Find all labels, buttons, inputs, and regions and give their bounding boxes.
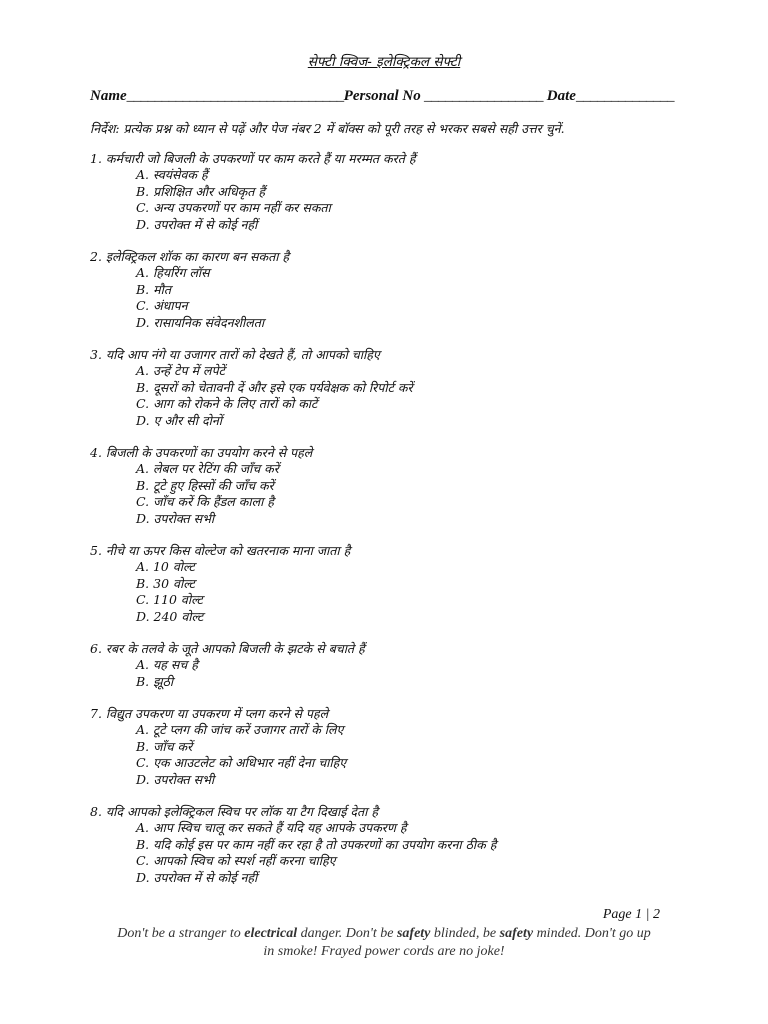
question-text: 6. रबर के तलवे के जूते आपको बिजली के झटके से बचाते हैं: [90, 641, 365, 656]
option-c: C. जाँच करें कि हैंडल काला है: [136, 494, 274, 509]
question-6: [90, 640, 690, 690]
option-b: B. जाँच करें: [136, 738, 193, 754]
footer-text: minded. Don't go up: [533, 926, 651, 941]
name-blank: _______________________________: [126, 88, 344, 104]
question-5: [90, 542, 690, 625]
option-a: A. 10 वोल्ट: [136, 559, 195, 574]
option-b: B. टूटे हुए हिस्सों की जाँच करें: [136, 477, 274, 493]
question-text: 3. यदि आप नंगे या उजागर तारों को देखते हैं, तो आपको चाहिए: [90, 347, 380, 362]
question-1: [90, 150, 690, 233]
option-b: B. मौत: [136, 281, 171, 297]
option-a: A. स्वयंसेवक हैं: [136, 167, 208, 182]
option-a: A. आप स्विच चालू कर सकते हैं यदि यह आपके उपकरण है: [136, 820, 407, 835]
option-a: A. लेबल पर रेटिंग की जाँच करें: [136, 461, 279, 476]
question-3: [90, 346, 690, 429]
question-text: 2. इलेक्ट्रिकल शॉक का कारण बन सकता है: [90, 249, 290, 264]
option-c: C. आपको स्विच को स्पर्श नहीं करना चाहिए: [136, 853, 336, 868]
option-a: A. टूटे प्लग की जांच करें उजागर तारों के लिए: [136, 722, 344, 737]
option-c: C. अन्य उपकरणों पर काम नहीं कर सकता: [136, 200, 331, 215]
page-title: सेफ्टी क्विज- इलेक्ट्रिकल सेफ्टी: [307, 54, 461, 70]
option-d: D. रासायनिक संवेदनशीलता: [136, 314, 265, 330]
footer-emphasis: safety: [396, 926, 431, 941]
footer-slogan: [0, 925, 768, 961]
footer-emphasis: electrical: [244, 926, 298, 941]
personal-no-label: Personal No: [343, 88, 421, 104]
date-label: Date: [546, 88, 576, 104]
question-text: 5. नीचे या ऊपर किस वोल्टेज को खतरनाक माना जाता है: [90, 543, 351, 558]
personal-no-blank: _________________: [420, 88, 544, 104]
option-d: D. उपरोक्त सभी: [136, 771, 215, 787]
question-text: 4. बिजली के उपकरणों का उपयोग करने से पहले: [90, 445, 313, 460]
option-b: B. दूसरों को चेतावनी दें और इसे एक पर्यवेक्षक को रिपोर्ट करें: [136, 379, 413, 395]
question-text: 7. विद्युत उपकरण या उपकरण में प्लग करने से पहले: [90, 706, 329, 721]
option-a: A. उन्हें टेप में लपेटें: [136, 363, 225, 378]
question-text: 1. कर्मचारी जो बिजली के उपकरणों पर काम करते हैं या मरम्मत करते हैं: [90, 151, 416, 166]
option-c: C. एक आउटलेट को अधिभार नहीं देना चाहिए: [136, 755, 347, 770]
option-c: C. अंधापन: [136, 298, 188, 313]
instructions: निर्देश: प्रत्येक प्रश्न को ध्यान से पढ़ें और पेज नंबर 2 में बॉक्स को पूरी तरह से भरकर सबसे सही उत्तर चुनें.: [90, 121, 565, 136]
page-number: Page 1 | 2: [602, 907, 660, 922]
option-d: D. उपरोक्त सभी: [136, 510, 215, 526]
question-4: [90, 444, 690, 527]
question-7: [90, 705, 690, 788]
header-fields: [90, 88, 674, 105]
question-8: [90, 803, 690, 886]
question-text: 8. यदि आपको इलेक्ट्रिकल स्विच पर लॉक या टैग दिखाई देता है: [90, 804, 378, 819]
option-a: A. हियरिंग लॉस: [136, 265, 210, 280]
option-b: B. झूठी: [136, 673, 174, 689]
option-c: C. 110 वोल्ट: [136, 592, 203, 607]
option-b: B. 30 वोल्ट: [136, 575, 195, 591]
footer-emphasis: safety: [499, 926, 534, 941]
option-d: D. उपरोक्त में से कोई नहीं: [136, 216, 258, 232]
option-b: B. प्रशिक्षित और अधिकृत हैं: [136, 183, 265, 199]
footer-line-2: in smoke! Frayed power cords are no joke!: [263, 944, 505, 959]
option-d: D. 240 वोल्ट: [136, 608, 204, 624]
footer-text: blinded, be: [430, 926, 500, 941]
option-d: D. ए और सी दोनों: [136, 412, 222, 428]
option-c: C. आग को रोकने के लिए तारों को काटें: [136, 396, 318, 411]
option-a: A. यह सच है: [136, 657, 198, 672]
date-blank: ______________: [575, 88, 674, 104]
footer-text: danger. Don't be: [297, 926, 397, 941]
option-b: B. यदि कोई इस पर काम नहीं कर रहा है तो उपकरणों का उपयोग करना ठीक है: [136, 836, 497, 852]
footer-text: Don't be a stranger to: [117, 926, 245, 941]
question-list: [90, 150, 690, 901]
option-d: D. उपरोक्त में से कोई नहीं: [136, 869, 258, 885]
name-label: Name: [90, 88, 127, 104]
footer-line-1: [0, 925, 768, 943]
question-2: [90, 248, 690, 331]
